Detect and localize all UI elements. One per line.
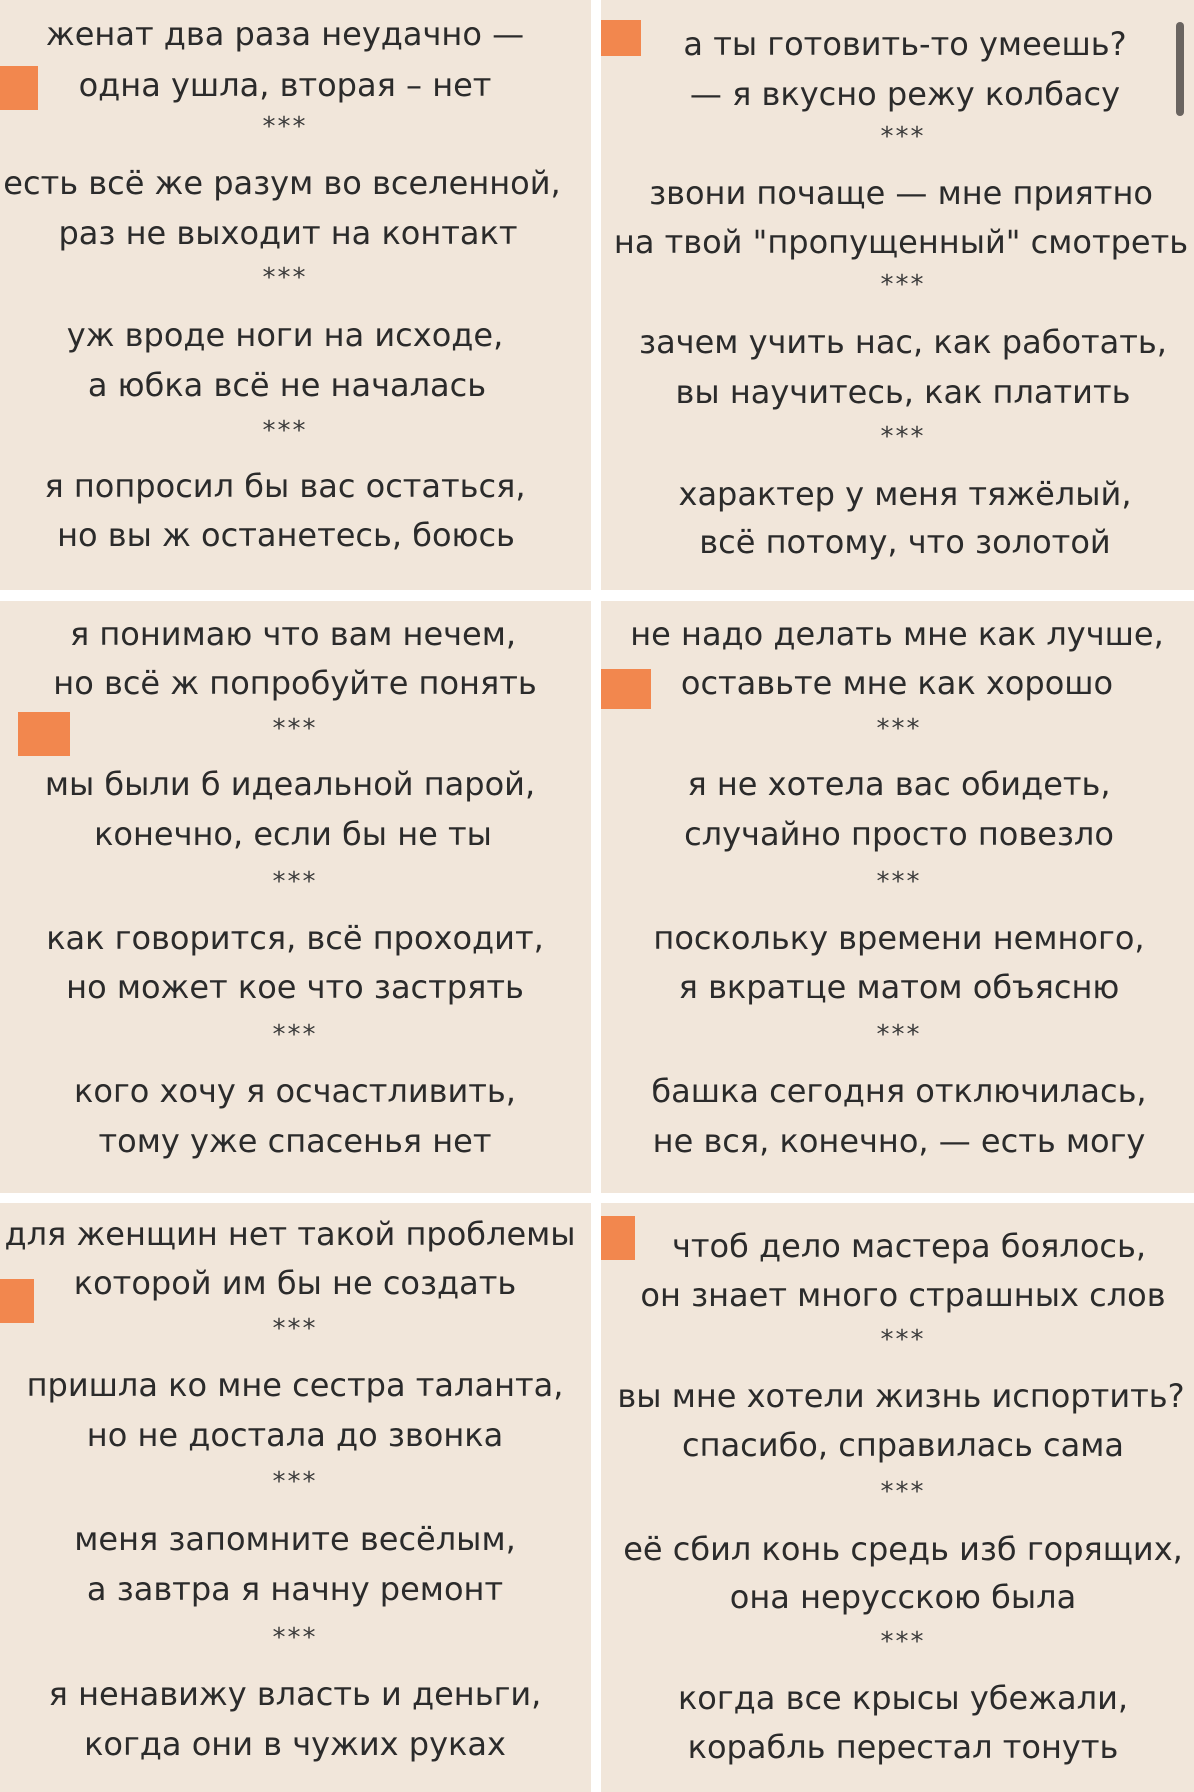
verse-line: — я вкусно режу колбасу [689, 75, 1121, 113]
verse-line: но не достала до звонка [86, 1416, 504, 1454]
scrollbar-thumb[interactable] [1176, 22, 1184, 116]
verse-panel-2 [601, 0, 1194, 590]
separator-stars: *** [262, 263, 308, 293]
verse-line: не вся, конечно, — есть могу [652, 1122, 1146, 1160]
verse-line: конечно, если бы не ты [94, 815, 492, 853]
verse-line: для женщин нет такой проблемы [4, 1215, 576, 1253]
verse-line: как говорится, всё проходит, [46, 919, 544, 957]
separator-stars: *** [262, 112, 308, 142]
verse-line: когда все крысы убежали, [677, 1679, 1129, 1717]
verse-line: он знает много страшных слов [640, 1276, 1166, 1314]
orange-marker [601, 20, 641, 56]
verse-panel-4 [601, 601, 1194, 1193]
verse-panel-3 [0, 601, 591, 1193]
verse-panel-5 [0, 1203, 591, 1792]
verse-panel-1 [0, 0, 591, 590]
verse-line: не надо делать мне как лучше, [630, 615, 1164, 653]
verse-line: я не хотела вас обидеть, [687, 765, 1111, 803]
separator-stars: *** [272, 714, 318, 744]
verse-line: а ты готовить-то умеешь? [683, 25, 1127, 63]
verse-line: оставьте мне как хорошо [680, 664, 1114, 702]
verse-line: мы были б идеальной парой, [44, 765, 536, 803]
verse-line: чтоб дело мастера боялось, [671, 1227, 1147, 1265]
verse-line: уж вроде ноги на исходе, [66, 316, 504, 354]
verse-line: я ненавижу власть и деньги, [48, 1675, 542, 1713]
verse-line: я понимаю что вам нечем, [69, 615, 517, 653]
separator-stars: *** [880, 422, 926, 452]
separator-stars: *** [272, 867, 318, 897]
orange-marker [601, 669, 651, 709]
verse-line: тому уже спасенья нет [98, 1122, 492, 1160]
verse-line: характер у меня тяжёлый, [678, 475, 1132, 513]
verse-line: одна ушла, вторая – нет [78, 66, 492, 104]
separator-stars: *** [272, 1467, 318, 1497]
verse-line: она нерусскою была [729, 1578, 1077, 1616]
verse-line: её сбил конь средь изб горящих, [623, 1530, 1183, 1568]
separator-stars: *** [876, 1020, 922, 1050]
separator-stars: *** [880, 122, 926, 152]
verse-line: всё потому, что золотой [699, 523, 1111, 561]
separator-stars: *** [272, 1314, 318, 1344]
verse-line: есть всё же разум во вселенной, [3, 164, 561, 202]
verse-line: меня запомните весёлым, [74, 1520, 516, 1558]
verse-line: которой им бы не создать [73, 1264, 517, 1302]
verse-line: на твой "пропущенный" смотреть [613, 223, 1189, 261]
orange-marker [0, 1279, 34, 1323]
verse-line: башка сегодня отключилась, [651, 1072, 1147, 1110]
verse-line: вы научитесь, как платить [675, 373, 1131, 411]
verse-line: кого хочу я осчастливить, [74, 1072, 516, 1110]
separator-stars: *** [880, 1627, 926, 1657]
separator-stars: *** [876, 867, 922, 897]
verse-line: звони почаще — мне приятно [649, 174, 1153, 212]
separator-stars: *** [272, 1020, 318, 1050]
verse-line: а юбка всё не началась [87, 366, 487, 404]
verse-line: но может кое что застрять [66, 968, 524, 1006]
verse-line: зачем учить нас, как работать, [639, 323, 1167, 361]
verse-line: я вкратце матом объясню [678, 968, 1120, 1006]
verse-line: женат два раза неудачно — [45, 15, 525, 53]
verse-line: когда они в чужих руках [84, 1725, 506, 1763]
verse-panel-6 [601, 1203, 1194, 1792]
verse-line: раз не выходит на контакт [58, 214, 518, 252]
verse-line: а завтра я начну ремонт [86, 1570, 504, 1608]
orange-marker [0, 66, 38, 110]
separator-stars: *** [880, 1477, 926, 1507]
verse-line: я попросил бы вас остаться, [44, 467, 526, 505]
separator-stars: *** [272, 1623, 318, 1653]
separator-stars: *** [876, 714, 922, 744]
verse-line: случайно просто повезло [684, 815, 1114, 853]
verse-line: вы мне хотели жизнь испортить? [617, 1377, 1185, 1415]
verse-line: но вы ж останетесь, боюсь [57, 516, 515, 554]
verse-line: корабль перестал тонуть [687, 1728, 1119, 1766]
verse-line: но всё ж попробуйте понять [53, 664, 537, 702]
verse-line: поскольку времени немного, [653, 919, 1145, 957]
verse-line: пришла ко мне сестра таланта, [26, 1366, 564, 1404]
orange-marker [18, 712, 70, 756]
orange-marker [601, 1216, 635, 1260]
separator-stars: *** [880, 270, 926, 300]
separator-stars: *** [262, 416, 308, 446]
verse-line: спасибо, справилась сама [682, 1426, 1124, 1464]
separator-stars: *** [880, 1325, 926, 1355]
